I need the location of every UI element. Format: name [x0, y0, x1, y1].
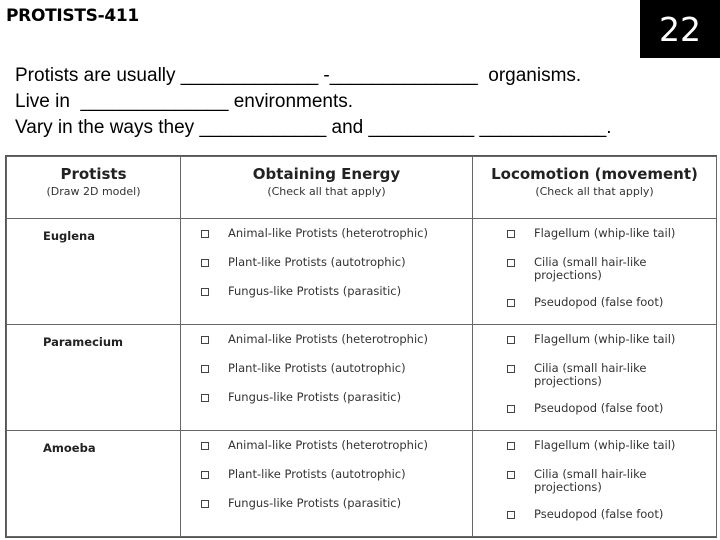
checkbox[interactable]: [201, 394, 209, 402]
locomotion-options: [473, 325, 717, 431]
energy-options: [181, 325, 473, 431]
header-locomotion: [473, 157, 717, 219]
checkbox[interactable]: [201, 230, 209, 238]
protist-name: Paramecium: [7, 325, 181, 431]
option-label: Pseudopod (false foot): [534, 507, 664, 521]
header-row: [7, 157, 717, 219]
checkbox-option[interactable]: [473, 362, 716, 388]
checkbox[interactable]: [507, 405, 515, 413]
slide-number-badge: 22: [640, 0, 720, 58]
checkbox[interactable]: [507, 336, 515, 344]
checkbox-option[interactable]: [473, 439, 716, 452]
option-label: Animal-like Protists (heterotrophic): [228, 226, 428, 240]
checkbox-option[interactable]: [473, 296, 716, 309]
checkbox[interactable]: [201, 336, 209, 344]
header-title: Locomotion (movement): [491, 165, 698, 183]
checkbox-option[interactable]: [181, 391, 472, 404]
checkbox-option[interactable]: [181, 497, 472, 510]
checkbox-option[interactable]: [181, 362, 472, 375]
checkbox-option[interactable]: [473, 333, 716, 346]
energy-options: [181, 431, 473, 537]
checkbox[interactable]: [201, 471, 209, 479]
note-line: Vary in the ways they ____________ and __________ ____________.: [15, 117, 612, 138]
locomotion-options: [473, 431, 717, 537]
option-label: Fungus-like Protists (parasitic): [228, 284, 402, 298]
option-label: Cilia (small hair-like projections): [534, 255, 647, 282]
option-label: Flagellum (whip-like tail): [534, 332, 676, 346]
note-line: Protists are usually _____________ -______________ organisms.: [15, 65, 582, 86]
option-label: Plant-like Protists (autotrophic): [228, 255, 406, 269]
checkbox[interactable]: [201, 365, 209, 373]
checkbox[interactable]: [201, 442, 209, 450]
table-row: [7, 325, 717, 431]
protist-name: Euglena: [7, 219, 181, 325]
checkbox[interactable]: [507, 442, 515, 450]
option-label: Plant-like Protists (autotrophic): [228, 361, 406, 375]
header-title: Obtaining Energy: [252, 165, 401, 183]
option-label: Flagellum (whip-like tail): [534, 226, 676, 240]
option-label: Cilia (small hair-like projections): [534, 467, 647, 494]
header-obtaining-energy: [181, 157, 473, 219]
energy-options: [181, 219, 473, 325]
option-label: Animal-like Protists (heterotrophic): [228, 438, 428, 452]
checkbox[interactable]: [507, 299, 515, 307]
checkbox-option[interactable]: [473, 508, 716, 521]
checkbox-option[interactable]: [181, 227, 472, 240]
checkbox-option[interactable]: [181, 285, 472, 298]
worksheet-grid: [6, 156, 717, 537]
option-label: Flagellum (whip-like tail): [534, 438, 676, 452]
checkbox[interactable]: [201, 259, 209, 267]
option-label: Fungus-like Protists (parasitic): [228, 496, 402, 510]
checkbox-option[interactable]: [473, 256, 716, 282]
checkbox[interactable]: [201, 288, 209, 296]
option-label: Fungus-like Protists (parasitic): [228, 390, 402, 404]
protists-worksheet-table: [5, 155, 717, 538]
option-label: Pseudopod (false foot): [534, 401, 664, 415]
protist-name: Amoeba: [7, 431, 181, 537]
checkbox[interactable]: [507, 365, 515, 373]
header-subtitle: (Draw 2D model): [46, 185, 141, 198]
checkbox-option[interactable]: [181, 256, 472, 269]
checkbox[interactable]: [507, 230, 515, 238]
locomotion-options: [473, 219, 717, 325]
header-title: Protists: [60, 165, 127, 183]
header-subtitle: (Check all that apply): [535, 185, 654, 198]
note-line: Live in ______________ environments.: [15, 91, 354, 112]
fill-in-notes: [15, 63, 612, 141]
checkbox-option[interactable]: [181, 333, 472, 346]
table-row: [7, 431, 717, 537]
checkbox-option[interactable]: [473, 402, 716, 415]
checkbox-option[interactable]: [181, 468, 472, 481]
option-label: Cilia (small hair-like projections): [534, 361, 647, 388]
slide-title: PROTISTS-411: [6, 6, 139, 26]
checkbox[interactable]: [507, 259, 515, 267]
checkbox[interactable]: [507, 511, 515, 519]
checkbox-option[interactable]: [181, 439, 472, 452]
checkbox[interactable]: [507, 471, 515, 479]
header-subtitle: (Check all that apply): [267, 185, 386, 198]
checkbox[interactable]: [201, 500, 209, 508]
option-label: Plant-like Protists (autotrophic): [228, 467, 406, 481]
option-label: Animal-like Protists (heterotrophic): [228, 332, 428, 346]
checkbox-option[interactable]: [473, 468, 716, 494]
option-label: Pseudopod (false foot): [534, 295, 664, 309]
checkbox-option[interactable]: [473, 227, 716, 240]
header-protists: [7, 157, 181, 219]
table-row: [7, 219, 717, 325]
